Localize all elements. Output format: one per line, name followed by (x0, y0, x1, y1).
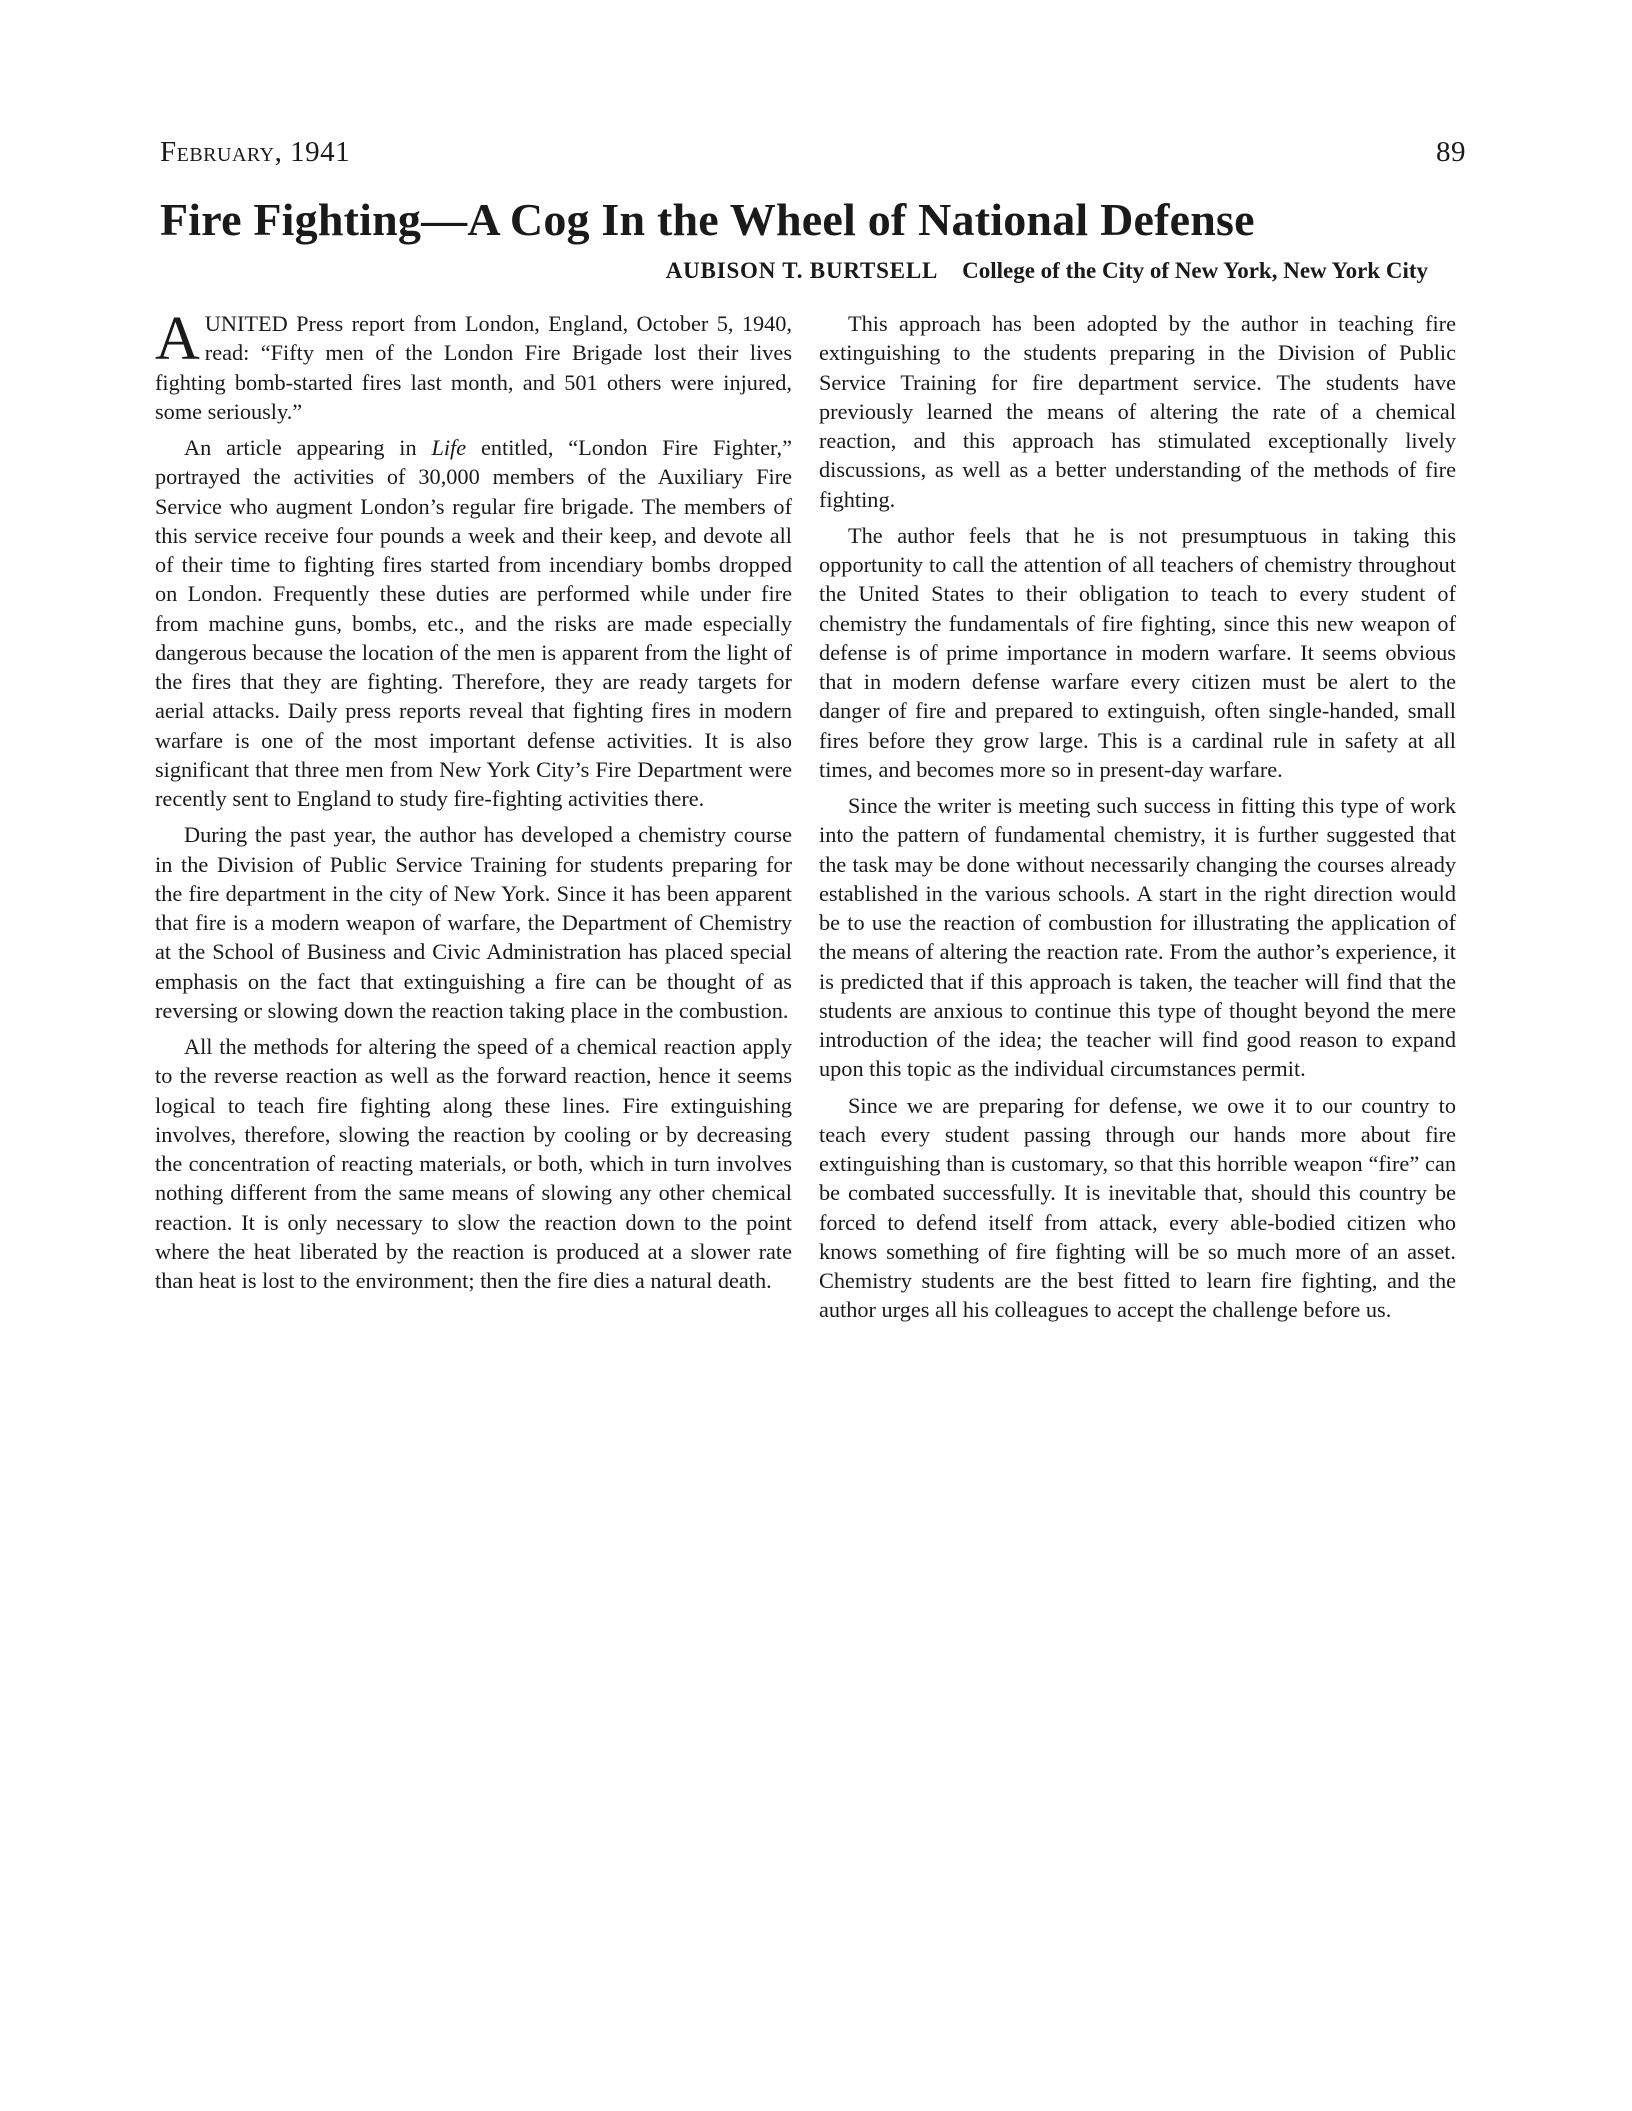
paragraph: During the past year, the author has developed a chemistry course in the Division of Public Service Training for students preparing for the fire department in the city of New York. Since it has been apparent that fire is a modern weapon of warfare, the Department of Chemistry at the School of Business and Civic Administration has placed special emphasis on the fact that extinguishing a fire can be thought of as reversing or slowing down the reaction taking place in the combustion. (155, 822, 792, 1023)
byline (160, 258, 1428, 284)
right-column (819, 309, 1456, 1332)
drop-cap: A (155, 305, 200, 373)
left-column (155, 305, 792, 1302)
author-affiliation: College of the City of New York, New York City (962, 258, 1428, 283)
page-number: 89 (1436, 136, 1466, 168)
running-head (160, 136, 1466, 169)
paragraph-text: UNITED Press report from London, England, October 5, 1940, read: “Fifty men of the London Fire Brigade lost their lives fighting bomb-started fires last month, and 501 others were injured, some seriously.” (155, 311, 792, 424)
paragraph: This approach has been adopted by the author in teaching fire extinguishing to the students preparing in the Division of Public Service Training for fire department service. The students have previously learned the means of altering the rate of a chemical reaction, and this approach has stimulated exceptionally lively discussions, as well as a better understanding of the methods of fire fighting. (819, 311, 1456, 512)
issue-date: February, 1941 (160, 136, 351, 168)
author-name: AUBISON T. BURTSELL (665, 258, 939, 283)
paragraph: All the methods for altering the speed of a chemical reaction apply to the reverse reaction as well as the forward reaction, hence it seems logical to teach fire fighting along these lines. Fire extinguishing involves, therefore, slowing the reaction by cooling or by decreasing the concentration of reacting materials, or both, which in turn involves nothing different from the same means of slowing any other chemical reaction. It is only necessary to slow the reaction down to the point where the heat liberated by the reaction is produced at a slower rate than heat is lost to the environment; then the fire dies a natural death. (155, 1034, 792, 1293)
paragraph (155, 433, 792, 813)
paragraph: The author feels that he is not presumptuous in taking this opportunity to call the attention of all teachers of chemistry throughout the United States to their obligation to teach to every student of chemistry the fundamentals of fire fighting, since this new weapon of defense is of prime importance in modern warfare. It seems obvious that in modern defense warfare every citizen must be alert to the danger of fire and prepared to extinguish, often single-handed, small fires before they grow large. This is a cardinal rule in safety at all times, and becomes more so in present-day warfare. (819, 522, 1456, 782)
paragraph (155, 305, 792, 426)
magazine-title: Life (431, 435, 467, 460)
paragraph: Since we are preparing for defense, we owe it to our country to teach every student passing through our hands more about fire extinguishing than is customary, so that this horrible weapon “fire” can be combated successfully. It is inevitable that, should this country be forced to defend itself from attack, every able-bodied citizen who knows something of fire fighting will be so much more of an asset. Chemistry students are the best fitted to learn fire fighting, and the author urges all his colleagues to accept the challenge before us. (819, 1092, 1456, 1323)
paragraph-text: An article appearing in (184, 435, 432, 460)
paragraph: Since the writer is meeting such success in fitting this type of work into the pattern of fundamental chemistry, it is further suggested that the task may be done without necessarily changing the courses already established in the various schools. A start in the right direction would be to use the reaction of combustion for illustrating the application of the means of altering the reaction rate. From the author’s experience, it is predicted that if this approach is taken, the teacher will find that the students are anxious to continue this type of thought beyond the mere introduction of the idea; the teacher will find good reason to expand upon this topic as the individual circumstances permit. (819, 793, 1456, 1082)
paragraph-text: entitled, “London Fire Fighter,” portrayed the activities of 30,000 members of the Auxiliary Fire Service who augment London’s regular fire brigade. The members of this service receive four pounds a week and their keep, and devote all of their time to fighting fires started from incendiary bombs dropped on London. Frequently these duties are performed while under fire from machine guns, bombs, etc., and the risks are made especially dangerous because the location of the men is apparent from the light of the fires that they are fighting. Therefore, they are ready targets for aerial attacks. Daily press reports reveal that fighting fires in modern warfare is one of the most important defense activities. It is also significant that three men from New York City’s Fire Department were recently sent to England to study fire-fighting activities there. (155, 435, 792, 811)
article-title: Fire Fighting—A Cog In the Wheel of National Defense (160, 194, 1255, 245)
